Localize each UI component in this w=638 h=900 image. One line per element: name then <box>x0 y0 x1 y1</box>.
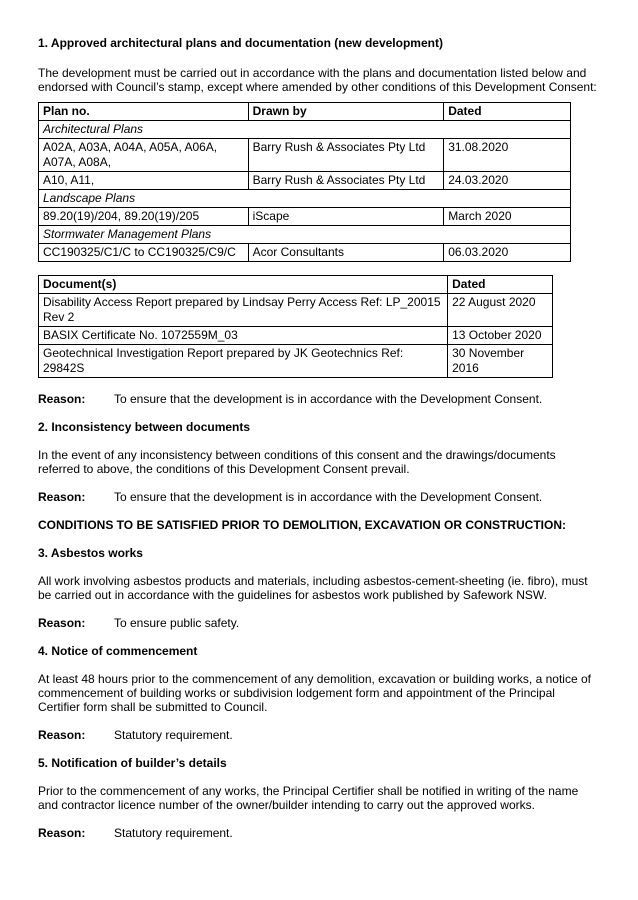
group-stormwater: Stormwater Management Plans <box>39 226 571 244</box>
plans-table <box>38 102 571 262</box>
reason-text: Statutory requirement. <box>114 826 233 840</box>
plan-no-cell: A10, A11, <box>39 172 249 190</box>
group-row <box>39 121 571 139</box>
reason-label: Reason: <box>38 392 86 406</box>
plan-no-cell: 89.20(19)/204, 89.20(19)/205 <box>39 208 249 226</box>
col-documents: Document(s) <box>39 276 448 294</box>
conditions-heading: CONDITIONS TO BE SATISFIED PRIOR TO DEMOLITION, EXCAVATION OR CONSTRUCTION: <box>38 518 567 532</box>
section-1-intro: The development must be carried out in accordance with the plans and documentation listed below and endorsed with Council’s stamp, except where amended by other conditions of this Development Consent: <box>38 66 597 94</box>
table-row <box>39 327 553 345</box>
col-dated: Dated <box>444 103 571 121</box>
section-4-text: At least 48 hours prior to the commencement of any demolition, excavation or building works, a notice of commencement of building works or subdivision lodgement form and appointment of the Principal Certifier form shall be submitted to Council. <box>38 672 591 714</box>
col-dated: Dated <box>448 276 553 294</box>
document-cell: Disability Access Report prepared by Lindsay Perry Access Ref: LP_20015 Rev 2 <box>39 294 448 327</box>
reason-label: Reason: <box>38 728 86 742</box>
drawn-by-cell: Barry Rush & Associates Pty Ltd <box>248 172 444 190</box>
table-row <box>39 294 553 327</box>
table-row <box>39 244 571 262</box>
drawn-by-cell: iScape <box>248 208 444 226</box>
reason-label: Reason: <box>38 826 86 840</box>
section-1-heading: 1. Approved architectural plans and documentation (new development) <box>38 36 443 50</box>
dated-cell: 24.03.2020 <box>444 172 571 190</box>
group-architectural: Architectural Plans <box>39 121 571 139</box>
col-plan-no: Plan no. <box>39 103 249 121</box>
dated-cell: 22 August 2020 <box>448 294 553 327</box>
section-2-reason <box>38 490 600 504</box>
documents-table-header <box>39 276 553 294</box>
dated-cell: 30 November 2016 <box>448 345 553 378</box>
group-landscape: Landscape Plans <box>39 190 571 208</box>
reason-label: Reason: <box>38 490 86 504</box>
reason-text: Statutory requirement. <box>114 728 233 742</box>
col-drawn-by: Drawn by <box>248 103 444 121</box>
section-4-heading: 4. Notice of commencement <box>38 644 198 658</box>
dated-cell: 31.08.2020 <box>444 139 571 172</box>
plan-no-cell: A02A, A03A, A04A, A05A, A06A, A07A, A08A, <box>39 139 249 172</box>
drawn-by-cell: Barry Rush & Associates Pty Ltd <box>248 139 444 172</box>
reason-label: Reason: <box>38 616 86 630</box>
reason-text: To ensure public safety. <box>114 616 240 630</box>
section-1-reason <box>38 392 600 406</box>
section-5-reason <box>38 826 600 840</box>
dated-cell: 13 October 2020 <box>448 327 553 345</box>
section-3-heading: 3. Asbestos works <box>38 546 143 560</box>
table-row <box>39 208 571 226</box>
section-2-heading: 2. Inconsistency between documents <box>38 420 251 434</box>
section-5-heading: 5. Notification of builder’s details <box>38 756 227 770</box>
section-3-text: All work involving asbestos products and materials, including asbestos-cement-sheeting (ie. fibro), must be carried out in accordance with the guidelines for asbestos work published by Safework NSW. <box>38 574 588 602</box>
section-2-text: In the event of any inconsistency between conditions of this consent and the drawings/documents referred to above, the conditions of this Development Consent prevail. <box>38 448 556 476</box>
drawn-by-cell: Acor Consultants <box>248 244 444 262</box>
document-cell: BASIX Certificate No. 1072559M_03 <box>39 327 448 345</box>
dated-cell: March 2020 <box>444 208 571 226</box>
section-3-reason <box>38 616 600 630</box>
document-cell: Geotechnical Investigation Report prepared by JK Geotechnics Ref: 29842S <box>39 345 448 378</box>
reason-text: To ensure that the development is in accordance with the Development Consent. <box>114 490 543 504</box>
group-row <box>39 190 571 208</box>
table-row <box>39 139 571 172</box>
section-4-reason <box>38 728 600 742</box>
plan-no-cell: CC190325/C1/C to CC190325/C9/C <box>39 244 249 262</box>
reason-text: To ensure that the development is in accordance with the Development Consent. <box>114 392 543 406</box>
document-page <box>38 36 600 840</box>
documents-table <box>38 275 553 378</box>
dated-cell: 06.03.2020 <box>444 244 571 262</box>
plans-table-header <box>39 103 571 121</box>
group-row <box>39 226 571 244</box>
section-5-text: Prior to the commencement of any works, the Principal Certifier shall be notified in writing of the name and contractor licence number of the owner/builder intending to carry out the approved works. <box>38 784 579 812</box>
table-row <box>39 345 553 378</box>
table-row <box>39 172 571 190</box>
